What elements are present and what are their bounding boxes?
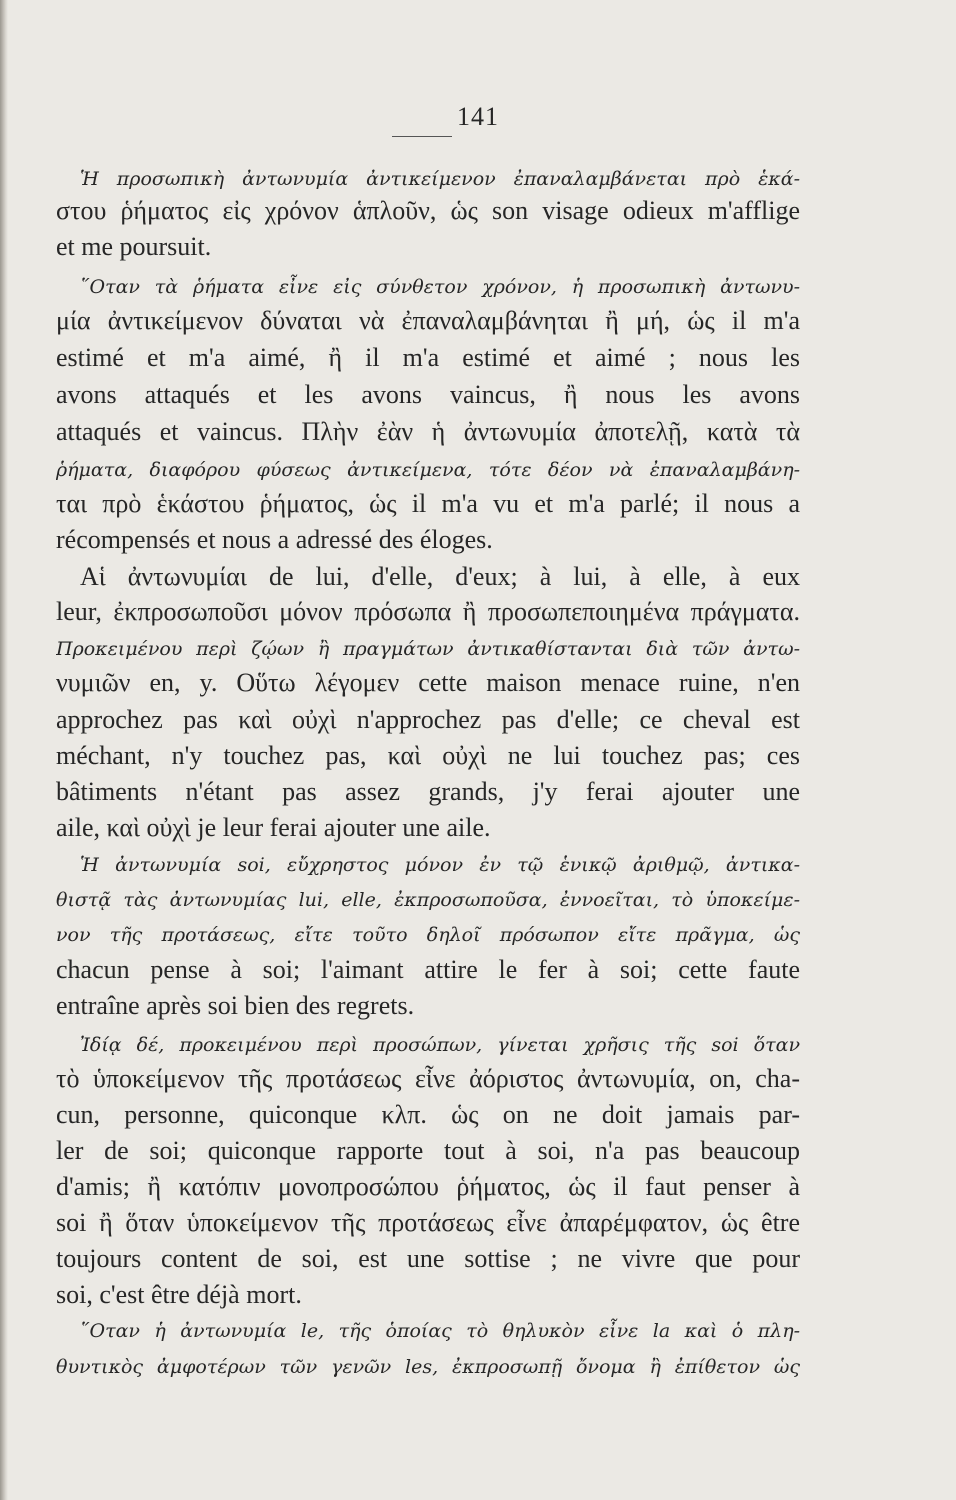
text-line: estimé et m'a aimé, ἢ il m'a estimé et aimé ; nous les	[56, 343, 800, 372]
text-line: θιστᾷ τὰς ἀντωνυμίας lui, elle, ἐκπροσωποῦσα, ἐννοεῖται, τὸ ὑποκείμε-	[56, 889, 800, 911]
text-line: ῞Οταν τὰ ῥήματα εἶνε εἰς σύνθετον χρόνον, ἡ προσωπικὴ ἀντωνυ-	[80, 276, 800, 298]
text-line: στου ῥήματος εἰς χρόνον ἁπλοῦν, ὡς son visage odieux m'afflige	[56, 196, 800, 225]
text-line: attaqués et vaincus. Πλὴν ἐὰν ἡ ἀντωνυμία ἀποτελῇ, κατὰ τὰ	[56, 417, 800, 446]
text-line: leur, ἐκπροσωποῦσι μόνον πρόσωπα ἢ προσωπεποιημένα πράγματα.	[56, 597, 800, 626]
text-line: approchez pas καὶ οὐχὶ n'approchez pas d'elle; ce cheval est	[56, 705, 800, 734]
text-line: ῥήματα, διαφόρου φύσεως ἀντικείμενα, τότε δέον νὰ ἐπαναλαμβάνη-	[56, 459, 800, 481]
text-line: et me poursuit.	[56, 232, 212, 261]
text-line: τὸ ὑποκείμενον τῆς προτάσεως εἶνε ἀόριστος ἀντωνυμία, on, cha-	[56, 1064, 800, 1093]
text-line: Ἡ προσωπικὴ ἀντωνυμία ἀντικείμενον ἐπαναλαμβάνεται πρὸ ἑκά-	[80, 168, 800, 190]
text-line: chacun pense à soi; l'aimant attire le fer à soi; cette faute	[56, 955, 800, 984]
text-line: avons attaqués et les avons vaincus, ἢ nous les avons	[56, 380, 800, 409]
text-line: soi, c'est être déjà mort.	[56, 1280, 302, 1309]
text-line: cun, personne, quiconque κλπ. ὡς on ne doit jamais par-	[56, 1100, 800, 1129]
text-line: entraîne après soi bien des regrets.	[56, 991, 415, 1020]
text-line: Αἱ ἀντωνυμίαι de lui, d'elle, d'eux; à lui, à elle, à eux	[80, 562, 800, 591]
text-line: νον τῆς προτάσεως, εἴτε τοῦτο δηλοῖ πρόσωπον εἴτε πρᾶγμα, ὡς	[56, 924, 800, 946]
text-line: Ἡ ἀντωνυμία soi, εὔχρηστος μόνον ἐν τῷ ἑνικῷ ἀριθμῷ, ἀντικα-	[80, 854, 800, 876]
text-line: μία ἀντικείμενον δύναται νὰ ἐπαναλαμβάνηται ἢ μή, ὡς il m'a	[56, 306, 800, 335]
text-line: récompensés et nous a adressé des éloges.	[56, 525, 493, 554]
text-line: ler de soi; quiconque rapporte tout à soi, n'a pas beaucoup	[56, 1136, 800, 1165]
text-line: toujours content de soi, est une sottise ; ne vivre que pour	[56, 1244, 800, 1273]
text-line: d'amis; ἢ κατόπιν μονοπροσώπου ῥήματος, ὡς il faut penser à	[56, 1172, 800, 1201]
text-line: soi ἢ ὅταν ὑποκείμενον τῆς προτάσεως εἶνε ἀπαρέμφατον, ὡς être	[56, 1208, 800, 1237]
text-line: Προκειμένου περὶ ζῴων ἢ πραγμάτων ἀντικαθίστανται διὰ τῶν ἀντω-	[56, 638, 800, 660]
text-line: bâtiments n'étant pas assez grands, j'y ferai ajouter une	[56, 777, 800, 806]
text-line: θυντικὸς ἀμφοτέρων τῶν γενῶν les, ἐκπροσωπῇ ὄνομα ἢ ἐπίθετον ὡς	[56, 1356, 800, 1378]
text-line: aile, καὶ οὐχὶ je leur ferai ajouter une aile.	[56, 813, 491, 842]
text-line: Ἰδίᾳ δέ, προκειμένου περὶ προσώπων, γίνεται χρῆσις τῆς soi ὅταν	[80, 1034, 800, 1056]
page-number: 141	[457, 102, 499, 131]
text-line: méchant, n'y touchez pas, καὶ οὐχὶ ne lui touchez pas; ces	[56, 741, 800, 770]
text-line: νυμιῶν en, y. Οὕτω λέγομεν cette maison menace ruine, n'en	[56, 668, 800, 697]
text-line: ται πρὸ ἑκάστου ῥήματος, ὡς il m'a vu et m'a parlé; il nous a	[56, 489, 800, 518]
text-line: ῞Οταν ἡ ἀντωνυμία le, τῆς ὁποίας τὸ θηλυκὸν εἶνε la καὶ ὁ πλη-	[80, 1320, 800, 1342]
